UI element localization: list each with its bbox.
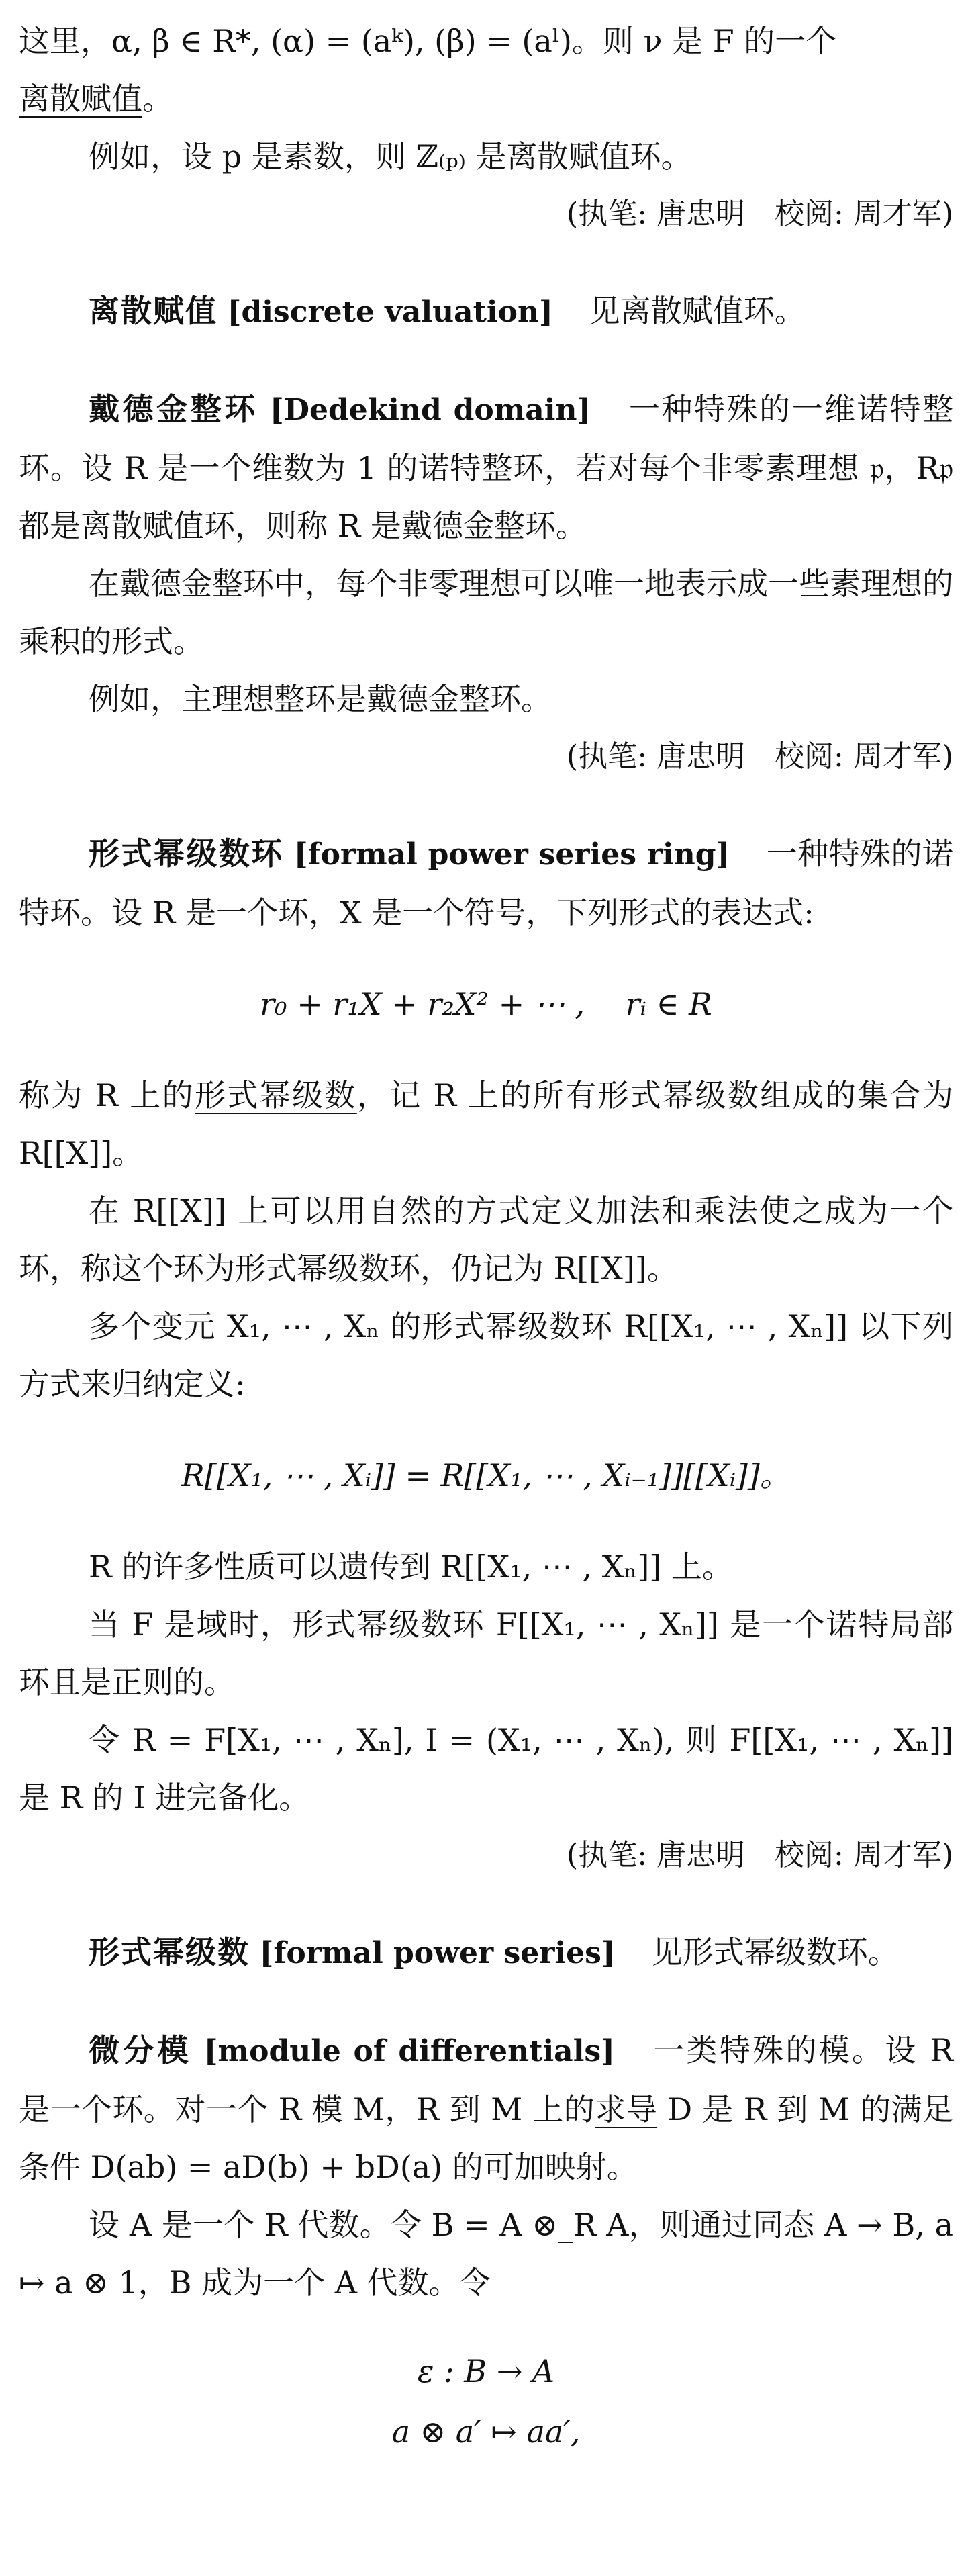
entry-title: 微分模 — [89, 2032, 192, 2068]
paragraph: 当 F 是域时，形式幂级数环 F[[X₁, ⋯ , Xₙ]] 是一个诺特局部环且是正则的。 — [19, 1606, 953, 1700]
paragraph — [19, 12, 953, 128]
paragraph: 例如，主理想整环是戴德金整环。 — [89, 681, 552, 717]
entry-text: 见离散赋值环。 — [589, 293, 806, 329]
formula: r₀ + r₁X + r₂X² + ⋯ , rᵢ ∈ R — [260, 986, 712, 1022]
paragraph-text: 这里，α, β ∈ R*, (α) = (aᵏ), (β) = (aˡ)。则 ν 是 F 的一个 — [19, 23, 837, 59]
paragraph-end: 。 — [142, 81, 173, 117]
paragraph-text: ，记 R 上的所有形式幂级数组成的集合为 R[[X]]。 — [19, 1077, 953, 1171]
entry-text: D 是 R 到 M 的满足条件 D(ab) = aD(b) + bD(a) 的可加映射。 — [19, 2091, 954, 2185]
author-credit: (执笔: 唐忠明 校阅: 周才军) — [567, 197, 953, 231]
entry-text: 一类特殊的模。设 R 是一个环。对一个 R 模 M，R 到 M 上的 — [19, 2032, 954, 2127]
entry-title: 离散赋值 — [89, 293, 217, 329]
entry-formal-power-series-ring — [19, 825, 953, 941]
formula: a ⊗ a′ ↦ aa′, — [391, 2413, 581, 2450]
paragraph-text: 称为 R 上的 — [19, 1077, 195, 1113]
entry-english-title: [formal power series] — [259, 1936, 616, 1970]
entry-english-title: [discrete valuation] — [227, 295, 553, 329]
paragraph: R 的许多性质可以遗传到 R[[X₁, ⋯ , Xₙ]] 上。 — [89, 1549, 733, 1585]
entry-text: 一种特殊的诺特环。设 R 是一个环，X 是一个符号，下列形式的表达式: — [19, 835, 954, 931]
entry-formal-power-series — [19, 1923, 953, 1982]
paragraph: 多个变元 X₁, ⋯ , Xₙ 的形式幂级数环 R[[X₁, ⋯ , Xₙ]] 以下列方式来归纳定义: — [19, 1308, 953, 1402]
entry-title: 形式幂级数 — [89, 1934, 250, 1970]
entry-english-title: [formal power series ring] — [293, 837, 730, 872]
entry-text: 见形式幂级数环。 — [651, 1934, 899, 1970]
paragraph: 设 A 是一个 R 代数。令 B = A ⊗_R A，则通过同态 A → B, a ↦ a ⊗ 1，B 成为一个 A 代数。令 — [19, 2207, 953, 2301]
formula: R[[X₁, ⋯ , Xᵢ]] = R[[X₁, ⋯ , Xᵢ₋₁]][[Xᵢ]]。 — [181, 1457, 791, 1493]
entry-title: 形式幂级数环 — [89, 835, 284, 872]
entry-english-title: [module of differentials] — [203, 2034, 615, 2068]
term-link-derivation: 求导 — [595, 2091, 658, 2127]
formula: ε : B → A — [417, 2353, 555, 2389]
paragraph: 例如，设 p 是素数，则 ℤ₍ₚ₎ 是离散赋值环。 — [89, 138, 692, 175]
paragraph: 令 R = F[X₁, ⋯ , Xₙ], I = (X₁, ⋯ , Xₙ), 则 F[[X₁, ⋯ , Xₙ]] 是 R 的 I 进完备化。 — [19, 1722, 953, 1816]
term-link-formal-power-series: 形式幂级数 — [195, 1077, 357, 1113]
entry-dedekind-domain — [19, 380, 953, 555]
paragraph: 在 R[[X]] 上可以用自然的方式定义加法和乘法使之成为一个环，称这个环为形式幂级数环，仍记为 R[[X]]。 — [19, 1193, 953, 1287]
author-credit: (执笔: 唐忠明 校阅: 周才军) — [567, 1838, 953, 1872]
author-credit: (执笔: 唐忠明 校阅: 周才军) — [567, 739, 953, 774]
entry-text: 一种特殊的一维诺特整环。设 R 是一个维数为 1 的诺特整环，若对每个非零素理想 𝔭，R𝔭 都是离散赋值环，则称 R 是戴德金整环。 — [19, 391, 954, 544]
entry-discrete-valuation — [19, 282, 953, 341]
entry-module-of-differentials — [19, 2021, 953, 2196]
paragraph — [19, 1066, 953, 1182]
term-link-discrete-valuation: 离散赋值 — [19, 81, 142, 117]
entry-english-title: [Dedekind domain] — [270, 393, 591, 427]
entry-title: 戴德金整环 — [89, 391, 258, 427]
paragraph: 在戴德金整环中，每个非零理想可以唯一地表示成一些素理想的乘积的形式。 — [19, 565, 953, 659]
